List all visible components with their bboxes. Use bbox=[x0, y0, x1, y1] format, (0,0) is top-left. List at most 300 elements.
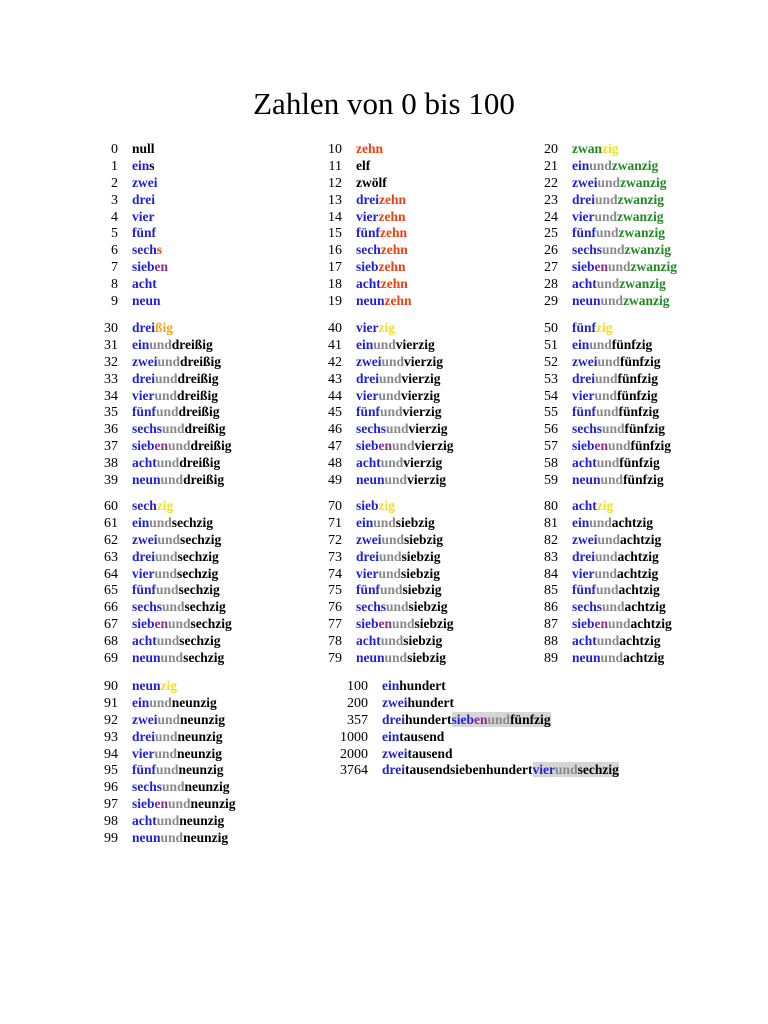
word-part: und bbox=[380, 404, 403, 420]
word-part: und bbox=[168, 438, 191, 454]
word-part: fünfzig bbox=[623, 472, 664, 488]
word-part: zwei bbox=[132, 353, 158, 369]
word-part: und bbox=[168, 616, 191, 632]
word-part: sieb bbox=[572, 259, 595, 275]
word-part: drei bbox=[132, 320, 155, 335]
numeral: 97 bbox=[104, 797, 118, 813]
number-row bbox=[310, 616, 454, 633]
number-word bbox=[572, 532, 661, 549]
word-part: und bbox=[149, 336, 172, 352]
numeral: 58 bbox=[544, 456, 558, 472]
word-part: drei bbox=[382, 762, 405, 778]
word-part: ein bbox=[382, 728, 400, 744]
word-part: und bbox=[155, 548, 178, 564]
number-row bbox=[526, 336, 653, 354]
number-word bbox=[572, 276, 666, 293]
numeral: 83 bbox=[544, 549, 558, 565]
word-part: und bbox=[596, 276, 620, 292]
word-part: zwei bbox=[382, 745, 408, 761]
numeral: 57 bbox=[544, 439, 558, 455]
number-row bbox=[310, 157, 371, 175]
word-part: sieb bbox=[572, 438, 595, 454]
word-part: sieb bbox=[356, 438, 379, 454]
number-row bbox=[526, 293, 670, 310]
word-part: acht bbox=[356, 276, 381, 292]
word-part: vierzig bbox=[407, 472, 447, 488]
numeral: 62 bbox=[104, 532, 118, 548]
number-row bbox=[310, 650, 447, 667]
number-row bbox=[310, 293, 412, 310]
number-row bbox=[334, 694, 454, 712]
word-part: fünfzig bbox=[618, 404, 660, 420]
word-part: en bbox=[154, 438, 169, 454]
word-part: und bbox=[384, 650, 408, 666]
word-part: vier bbox=[532, 762, 556, 778]
number-word bbox=[572, 421, 665, 438]
word-part: en bbox=[154, 616, 169, 632]
word-part: siebzig bbox=[407, 650, 447, 666]
word-part: und bbox=[602, 242, 625, 258]
word-part: zwölf bbox=[356, 174, 387, 190]
numeral: 88 bbox=[544, 634, 558, 650]
word-part: dreißig bbox=[177, 387, 219, 403]
number-word bbox=[382, 729, 444, 746]
numeral: 89 bbox=[544, 651, 558, 667]
word-part: und bbox=[149, 514, 172, 530]
number-row bbox=[526, 404, 660, 421]
word-part: en bbox=[594, 616, 609, 632]
word-part: und bbox=[596, 582, 619, 598]
word-part: sechzig bbox=[171, 514, 214, 530]
word-part: acht bbox=[572, 633, 597, 649]
word-part: und bbox=[608, 259, 631, 275]
numeral: 82 bbox=[544, 532, 558, 548]
number-row bbox=[86, 157, 155, 175]
numeral: 18 bbox=[328, 277, 342, 293]
word-part: und bbox=[162, 421, 185, 437]
word-part: zwanzig bbox=[620, 174, 667, 190]
number-word bbox=[356, 498, 395, 515]
numeral: 71 bbox=[328, 515, 342, 531]
number-word bbox=[132, 549, 219, 566]
numeral: 77 bbox=[328, 617, 342, 633]
word-part: und bbox=[162, 779, 185, 795]
word-part: drei bbox=[572, 370, 595, 386]
word-part: und bbox=[595, 191, 618, 207]
numeral: 2 bbox=[111, 175, 118, 191]
number-word bbox=[132, 729, 223, 746]
word-part: zwei bbox=[572, 174, 598, 190]
word-part: fünfzig bbox=[620, 353, 661, 369]
numeral: 44 bbox=[328, 388, 342, 404]
number-word bbox=[356, 371, 441, 388]
number-row bbox=[526, 438, 672, 455]
word-part: ein bbox=[382, 678, 400, 693]
number-block bbox=[86, 498, 232, 667]
word-part: sieb bbox=[572, 616, 595, 632]
word-part: elf bbox=[356, 157, 371, 173]
word-part: zehn bbox=[380, 225, 408, 241]
number-row bbox=[526, 387, 658, 405]
number-block bbox=[310, 141, 412, 310]
word-part: en bbox=[378, 616, 393, 632]
number-word bbox=[132, 712, 225, 729]
number-block bbox=[334, 678, 619, 779]
number-word bbox=[356, 566, 440, 583]
word-part: und bbox=[378, 565, 402, 581]
word-part: drei bbox=[572, 548, 595, 564]
numeral: 29 bbox=[544, 294, 558, 310]
number-row bbox=[310, 259, 406, 276]
word-part: neun bbox=[132, 678, 161, 693]
word-part: drei bbox=[132, 191, 155, 207]
word-part: und bbox=[596, 633, 620, 649]
number-word bbox=[572, 320, 613, 337]
numeral: 74 bbox=[328, 566, 342, 582]
word-part: ein bbox=[356, 514, 374, 530]
numeral: 27 bbox=[544, 260, 558, 276]
word-part: und bbox=[154, 565, 178, 581]
word-part: dreißig bbox=[190, 438, 232, 454]
word-part: ein bbox=[572, 514, 590, 530]
number-block bbox=[86, 320, 232, 489]
word-part: und bbox=[386, 599, 409, 615]
numeral: 79 bbox=[328, 651, 342, 667]
word-part: sechs bbox=[132, 779, 162, 795]
word-part: sechzig bbox=[183, 650, 225, 666]
number-block bbox=[526, 320, 672, 489]
word-part: sieb bbox=[356, 259, 379, 275]
number-row bbox=[310, 531, 444, 549]
number-row bbox=[86, 728, 223, 746]
number-row bbox=[526, 514, 654, 532]
number-word bbox=[132, 813, 224, 830]
number-word bbox=[132, 209, 155, 226]
word-part: zehn bbox=[379, 191, 406, 207]
number-row bbox=[86, 208, 155, 226]
word-part: achtzig bbox=[617, 548, 659, 564]
word-part: und bbox=[589, 336, 612, 352]
numeral: 14 bbox=[328, 209, 342, 225]
word-part: drei bbox=[572, 191, 595, 207]
number-row bbox=[526, 421, 666, 438]
word-part: fünf bbox=[132, 762, 157, 778]
numeral: 3764 bbox=[340, 763, 368, 779]
number-row bbox=[526, 455, 660, 472]
word-part: sieb bbox=[451, 711, 475, 727]
word-part: tausend bbox=[407, 745, 453, 761]
word-part: vier bbox=[132, 745, 155, 761]
number-word bbox=[132, 515, 213, 532]
word-part: zig bbox=[602, 141, 619, 156]
number-word bbox=[356, 293, 412, 310]
word-part: ein bbox=[132, 336, 150, 352]
word-part: drei bbox=[132, 548, 155, 564]
number-word bbox=[572, 498, 613, 515]
page-title: Zahlen von 0 bis 100 bbox=[253, 86, 515, 121]
word-part: zwei bbox=[572, 531, 598, 547]
number-row bbox=[310, 141, 383, 158]
number-row bbox=[86, 259, 169, 276]
number-word bbox=[132, 746, 222, 763]
number-row bbox=[526, 472, 664, 489]
numeral: 100 bbox=[347, 679, 368, 694]
word-part: neun bbox=[132, 650, 161, 666]
word-part: und bbox=[487, 711, 511, 727]
numeral: 85 bbox=[544, 583, 558, 599]
number-row bbox=[86, 599, 226, 616]
numeral: 43 bbox=[328, 371, 342, 387]
numeral: 38 bbox=[104, 456, 118, 472]
number-word bbox=[572, 438, 671, 455]
numeral: 59 bbox=[544, 473, 558, 489]
number-word bbox=[132, 337, 213, 354]
numeral: 26 bbox=[544, 243, 558, 259]
number-row bbox=[86, 616, 232, 633]
number-row bbox=[526, 548, 659, 566]
number-row bbox=[310, 276, 408, 293]
number-word bbox=[572, 192, 664, 209]
word-part: und bbox=[381, 531, 405, 547]
word-part: sechzig bbox=[577, 762, 619, 778]
numeral: 19 bbox=[328, 294, 342, 310]
word-part: acht bbox=[572, 276, 597, 292]
word-part: und bbox=[157, 711, 181, 727]
numeral: 64 bbox=[104, 566, 118, 582]
word-part: und bbox=[608, 438, 631, 454]
numeral: 41 bbox=[328, 337, 342, 353]
numeral: 65 bbox=[104, 583, 118, 599]
word-part: sieb bbox=[132, 438, 155, 454]
word-part: acht bbox=[572, 498, 597, 513]
numeral: 37 bbox=[104, 439, 118, 455]
number-word bbox=[132, 276, 157, 293]
numeral: 53 bbox=[544, 371, 558, 387]
word-part: en bbox=[378, 438, 393, 454]
number-word bbox=[132, 175, 157, 192]
word-part: und bbox=[602, 421, 625, 437]
word-part: und bbox=[392, 616, 415, 632]
number-row bbox=[526, 599, 666, 616]
numeral: 40 bbox=[328, 321, 342, 336]
word-part: dreißig bbox=[183, 472, 225, 488]
number-row bbox=[526, 157, 659, 175]
numeral: 98 bbox=[104, 814, 118, 830]
numeral: 86 bbox=[544, 600, 558, 616]
word-part: sieb bbox=[132, 259, 155, 275]
word-part: hundert bbox=[407, 694, 454, 710]
word-part: und bbox=[595, 548, 618, 564]
numeral: 61 bbox=[104, 515, 118, 531]
number-word bbox=[132, 354, 221, 371]
word-part: vierzig bbox=[408, 421, 448, 437]
number-word bbox=[356, 192, 406, 209]
word-part: fünf bbox=[132, 582, 157, 598]
number-row bbox=[310, 208, 406, 226]
number-word bbox=[572, 209, 664, 226]
word-part: vierzig bbox=[404, 353, 443, 369]
numeral: 21 bbox=[544, 158, 558, 174]
word-part: und bbox=[154, 387, 178, 403]
number-row bbox=[310, 438, 454, 455]
word-part: neun bbox=[572, 293, 601, 309]
word-part: dreißig bbox=[177, 370, 219, 386]
number-word bbox=[132, 293, 161, 310]
number-row bbox=[86, 796, 236, 813]
numeral: 28 bbox=[544, 277, 558, 293]
word-part: acht bbox=[132, 633, 157, 649]
numeral: 1 bbox=[111, 158, 118, 174]
numeral: 3 bbox=[111, 192, 118, 208]
word-part: und bbox=[594, 565, 618, 581]
word-part: vierzig bbox=[401, 387, 441, 403]
number-row bbox=[526, 650, 665, 667]
number-word bbox=[572, 388, 658, 405]
word-part: fünfzig bbox=[630, 438, 672, 454]
word-part: und bbox=[156, 813, 180, 829]
number-row bbox=[526, 141, 619, 158]
word-part: und bbox=[373, 336, 396, 352]
number-row bbox=[86, 404, 220, 421]
word-part: neun bbox=[132, 472, 161, 488]
word-part: neunzig bbox=[177, 745, 223, 761]
word-part: und bbox=[162, 599, 185, 615]
number-word bbox=[382, 762, 619, 779]
word-part: zwan bbox=[572, 141, 602, 156]
numeral: 4 bbox=[111, 209, 118, 225]
word-part: sech bbox=[356, 242, 381, 258]
word-part: und bbox=[597, 174, 621, 190]
number-word bbox=[132, 779, 230, 796]
number-row bbox=[310, 565, 441, 583]
word-part: zwanzig bbox=[623, 293, 670, 309]
word-part: und bbox=[392, 438, 415, 454]
number-block bbox=[526, 141, 678, 310]
number-row bbox=[310, 633, 443, 650]
number-row bbox=[86, 320, 174, 337]
number-row bbox=[86, 813, 225, 830]
numeral: 16 bbox=[328, 243, 342, 259]
numeral: 96 bbox=[104, 780, 118, 796]
word-part: neunzig bbox=[178, 762, 224, 778]
number-row bbox=[86, 191, 155, 209]
number-block bbox=[86, 678, 236, 847]
number-word bbox=[572, 633, 661, 650]
word-part: und bbox=[596, 225, 619, 241]
word-part: achtzig bbox=[624, 599, 666, 615]
word-part: sieb bbox=[356, 616, 379, 632]
word-part: ein bbox=[132, 514, 150, 530]
number-row bbox=[86, 225, 157, 242]
number-row bbox=[334, 728, 445, 746]
word-part: fünf bbox=[572, 582, 597, 598]
number-row bbox=[526, 276, 666, 293]
number-word bbox=[132, 650, 224, 667]
word-part: neun bbox=[132, 293, 161, 309]
number-block bbox=[86, 141, 169, 310]
numeral: 23 bbox=[544, 192, 558, 208]
number-row bbox=[86, 174, 158, 192]
number-row bbox=[310, 336, 435, 354]
word-part: zwanzig bbox=[624, 242, 672, 258]
word-part: ein bbox=[356, 336, 374, 352]
word-part: tausend bbox=[399, 728, 445, 744]
word-part: zwanzig bbox=[618, 225, 666, 241]
word-part: s bbox=[156, 242, 163, 258]
word-part: zehn bbox=[380, 242, 408, 258]
number-word bbox=[132, 566, 218, 583]
word-part: drei bbox=[356, 370, 379, 386]
number-word bbox=[132, 242, 162, 259]
numeral: 67 bbox=[104, 617, 118, 633]
word-part: drei bbox=[132, 370, 155, 386]
word-part: fünfzig bbox=[611, 336, 653, 352]
word-part: ßig bbox=[155, 320, 174, 335]
word-part: sechs bbox=[572, 242, 602, 258]
number-word bbox=[382, 746, 453, 763]
word-part: siebzig bbox=[403, 633, 443, 649]
word-part: neun bbox=[356, 293, 385, 309]
word-part: sechzig bbox=[179, 633, 221, 649]
number-block bbox=[310, 498, 454, 667]
word-part: sechs bbox=[356, 599, 386, 615]
word-part: en bbox=[154, 796, 169, 812]
word-part: und bbox=[600, 472, 624, 488]
number-row bbox=[86, 293, 161, 310]
number-row bbox=[310, 514, 435, 532]
word-part: und bbox=[595, 370, 618, 386]
number-row bbox=[86, 387, 219, 405]
word-part: acht bbox=[132, 455, 157, 471]
number-row bbox=[86, 336, 213, 354]
number-word bbox=[572, 566, 658, 583]
numeral: 200 bbox=[347, 695, 368, 711]
word-part: zig bbox=[156, 498, 174, 513]
word-part: vier bbox=[132, 208, 155, 224]
word-part: siebzig bbox=[401, 548, 441, 564]
number-word bbox=[356, 421, 448, 438]
word-part: fünf bbox=[572, 404, 597, 420]
word-part: und bbox=[155, 728, 178, 744]
word-part: neun bbox=[356, 650, 385, 666]
word-part: und bbox=[384, 472, 408, 488]
number-word bbox=[132, 695, 217, 712]
word-part: siebzig bbox=[404, 531, 444, 547]
number-word bbox=[132, 633, 221, 650]
numeral: 24 bbox=[544, 209, 558, 225]
numeral: 49 bbox=[328, 473, 342, 489]
word-part: zehn bbox=[378, 208, 406, 224]
word-part: sechs bbox=[572, 599, 602, 615]
number-block bbox=[526, 498, 672, 667]
number-row bbox=[526, 320, 613, 337]
word-part: fünf bbox=[132, 225, 157, 241]
numeral: 13 bbox=[328, 192, 342, 208]
word-part: vier bbox=[356, 565, 379, 581]
number-word bbox=[572, 293, 670, 310]
word-part: sechzig bbox=[190, 616, 232, 632]
numeral: 99 bbox=[104, 831, 118, 847]
word-part: fünfzig bbox=[619, 455, 660, 471]
word-part: vier bbox=[356, 320, 379, 335]
number-word bbox=[132, 388, 218, 405]
numeral: 36 bbox=[104, 422, 118, 438]
number-word bbox=[132, 582, 220, 599]
word-part: und bbox=[157, 353, 181, 369]
word-part: fünf bbox=[572, 320, 597, 335]
word-part: siebzig bbox=[395, 514, 435, 530]
word-part: achtzig bbox=[617, 565, 659, 581]
